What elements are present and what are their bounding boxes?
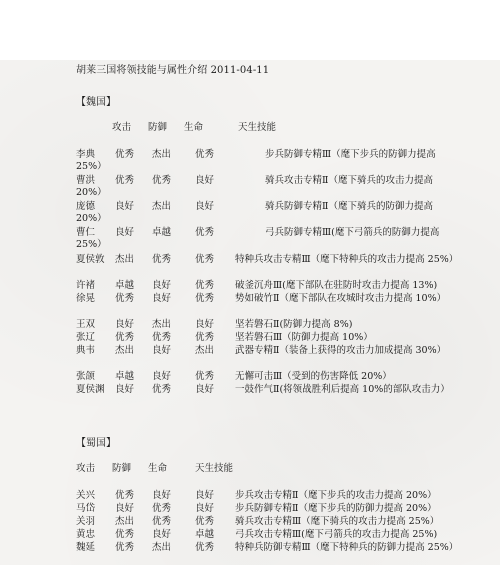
general-name: 曹仁	[76, 227, 96, 238]
section-title: 【魏国】	[76, 97, 116, 108]
column-header: 防御	[148, 122, 168, 133]
general-attack: 杰出	[115, 516, 135, 527]
general-row	[0, 500, 500, 512]
general-defense: 良好	[152, 345, 172, 356]
general-row	[0, 381, 500, 393]
general-life: 良好	[195, 384, 215, 395]
general-row	[0, 290, 500, 302]
general-attack: 良好	[115, 201, 135, 212]
general-row	[0, 277, 500, 289]
general-skill: 坚若磐石Ⅲ（防御力提高 10%）	[235, 332, 373, 343]
general-row	[0, 487, 500, 499]
document-title: 胡莱三国将领技能与属性介绍 2011-04-11	[76, 65, 270, 76]
general-name: 徐晃	[76, 293, 96, 304]
general-attack: 优秀	[115, 332, 135, 343]
page-top-margin	[0, 0, 500, 60]
general-skill: 步兵防御专精Ⅲ（麾下步兵的防御力提高	[265, 149, 436, 160]
general-attack: 卓越	[115, 280, 135, 291]
general-row	[0, 316, 500, 328]
general-row	[0, 198, 500, 210]
general-life: 良好	[195, 175, 215, 186]
general-row	[0, 224, 500, 236]
general-row	[0, 342, 500, 354]
general-defense: 优秀	[152, 516, 172, 527]
general-life: 杰出	[195, 345, 215, 356]
general-life: 优秀	[195, 280, 215, 291]
general-life: 卓越	[195, 529, 215, 540]
general-defense: 优秀	[152, 254, 172, 265]
general-life: 良好	[195, 503, 215, 514]
general-life: 良好	[195, 319, 215, 330]
general-name: 张辽	[76, 332, 96, 343]
table-header-row	[0, 460, 500, 472]
general-life: 优秀	[195, 227, 215, 238]
general-life: 优秀	[195, 332, 215, 343]
general-life: 优秀	[195, 149, 215, 160]
column-header: 生命	[184, 122, 204, 133]
table-header-row	[0, 119, 500, 131]
general-skill: 弓兵攻击专精Ⅲ(麾下弓箭兵的攻击力提高 25%)	[235, 529, 438, 540]
general-defense: 卓越	[152, 227, 172, 238]
general-skill: 无懈可击Ⅲ（受到的伤害降低 20%）	[235, 371, 392, 382]
general-name: 夏侯渊	[76, 384, 105, 395]
general-name: 王双	[76, 319, 96, 330]
general-attack: 良好	[115, 384, 135, 395]
general-defense: 良好	[152, 371, 172, 382]
general-attack: 优秀	[115, 175, 135, 186]
general-name: 曹洪	[76, 175, 96, 186]
general-skill: 特种兵攻击专精Ⅲ（麾下特种兵的攻击力提高 25%）	[235, 254, 459, 265]
general-name: 庞德	[76, 201, 96, 212]
general-life: 优秀	[195, 254, 215, 265]
skill-continuation-text: 25%）	[76, 161, 107, 172]
general-name: 许褚	[76, 280, 96, 291]
general-attack: 优秀	[115, 293, 135, 304]
general-row	[0, 513, 500, 525]
general-defense: 优秀	[152, 384, 172, 395]
general-defense: 良好	[152, 280, 172, 291]
general-skill: 骑兵攻击专精Ⅲ（麾下骑兵的攻击力提高 25%）	[235, 516, 440, 527]
general-defense: 杰出	[152, 319, 172, 330]
column-header: 攻击	[112, 122, 132, 133]
general-row	[0, 251, 500, 263]
skill-continuation-text: 20%）	[76, 213, 107, 224]
general-name: 黄忠	[76, 529, 96, 540]
general-name: 张颌	[76, 371, 96, 382]
general-defense: 优秀	[152, 175, 172, 186]
general-defense: 良好	[152, 293, 172, 304]
general-attack: 良好	[115, 503, 135, 514]
general-skill: 步兵防御专精Ⅱ（麾下步兵的防御力提高 20%）	[235, 503, 437, 514]
general-row	[0, 172, 500, 184]
general-row	[0, 368, 500, 380]
general-skill: 势如破竹Ⅱ（麾下部队在攻城时攻击力提高 10%）	[235, 293, 447, 304]
general-row	[0, 526, 500, 538]
general-skill: 骑兵防御专精Ⅱ（麾下骑兵的防御力提高	[265, 201, 433, 212]
general-defense: 优秀	[152, 332, 172, 343]
general-life: 优秀	[195, 293, 215, 304]
column-header: 防御	[112, 463, 132, 474]
general-life: 良好	[195, 490, 215, 501]
general-skill: 坚若磐石Ⅱ(防御力提高 8%)	[235, 319, 353, 330]
general-attack: 良好	[115, 319, 135, 330]
general-defense: 杰出	[152, 149, 172, 160]
column-header: 攻击	[76, 463, 96, 474]
column-header: 生命	[148, 463, 168, 474]
general-name: 关羽	[76, 516, 96, 527]
column-header: 天生技能	[195, 463, 234, 474]
section-title: 【蜀国】	[76, 438, 116, 449]
general-skill: 一鼓作气Ⅱ(将领战胜利后提高 10%的部队攻击力）	[235, 384, 450, 395]
general-row	[0, 329, 500, 341]
general-attack: 良好	[115, 227, 135, 238]
general-skill: 破釜沉舟Ⅲ(麾下部队在驻防时攻击力提高 13%)	[235, 280, 438, 291]
general-defense: 杰出	[152, 201, 172, 212]
general-life: 良好	[195, 201, 215, 212]
general-name: 李典	[76, 149, 96, 160]
general-life: 优秀	[195, 516, 215, 527]
general-skill: 弓兵防御专精Ⅲ(麾下弓箭兵的防御力提高	[265, 227, 440, 238]
general-defense: 良好	[152, 490, 172, 501]
general-defense: 优秀	[152, 503, 172, 514]
general-skill: 步兵攻击专精Ⅱ（麾下步兵的攻击力提高 20%）	[235, 490, 437, 501]
general-name: 马岱	[76, 503, 96, 514]
general-row	[0, 539, 500, 551]
general-defense: 良好	[152, 529, 172, 540]
general-defense: 杰出	[152, 542, 172, 553]
skill-continuation-text: 25%）	[76, 239, 107, 250]
general-skill: 武器专精Ⅱ（装备上获得的攻击力加成提高 30%）	[235, 345, 447, 356]
general-attack: 杰出	[115, 345, 135, 356]
general-attack: 优秀	[115, 149, 135, 160]
general-skill: 特种兵防御专精Ⅲ（麾下特种兵的防御力提高 25%）	[235, 542, 459, 553]
general-row	[0, 146, 500, 158]
general-life: 优秀	[195, 371, 215, 382]
general-attack: 优秀	[115, 490, 135, 501]
general-attack: 杰出	[115, 254, 135, 265]
general-attack: 优秀	[115, 529, 135, 540]
general-name: 魏延	[76, 542, 96, 553]
skill-continuation-text: 20%）	[76, 187, 107, 198]
general-name: 关兴	[76, 490, 96, 501]
column-header: 天生技能	[238, 122, 277, 133]
general-life: 优秀	[195, 542, 215, 553]
general-attack: 卓越	[115, 371, 135, 382]
general-name: 夏侯敦	[76, 254, 105, 265]
general-skill: 骑兵攻击专精Ⅱ（麾下骑兵的攻击力提高	[265, 175, 433, 186]
general-name: 典韦	[76, 345, 96, 356]
general-attack: 优秀	[115, 542, 135, 553]
